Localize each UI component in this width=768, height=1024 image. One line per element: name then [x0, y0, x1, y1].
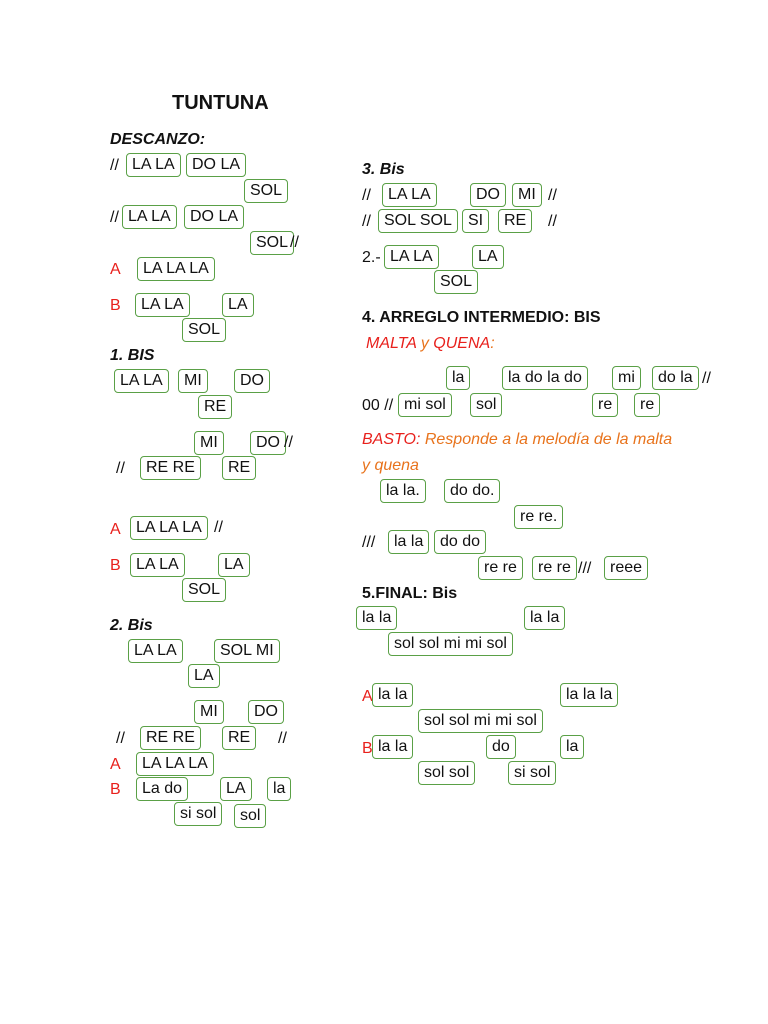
repeat-mark: //: [116, 730, 125, 747]
repeat-mark: //: [278, 730, 287, 747]
note-box: RE: [198, 395, 232, 419]
repeat-mark: ///: [578, 560, 592, 577]
part-a-mark: A: [110, 756, 121, 773]
part-a-mark: A: [110, 521, 121, 538]
note-box: do: [486, 735, 516, 759]
basto-description: Responde a la melodía de la malta: [424, 431, 673, 448]
note-box: LA LA: [135, 293, 190, 317]
page-title: TUNTUNA: [172, 92, 269, 114]
note-box: re re.: [514, 505, 563, 529]
note-box: la la la: [560, 683, 618, 707]
note-box: DO LA: [184, 205, 244, 229]
note-box: la do la do: [502, 366, 588, 390]
note-box: la la: [372, 683, 413, 707]
note-box: LA LA: [126, 153, 181, 177]
note-box: mi: [612, 366, 641, 390]
note-box: SOL SOL: [378, 209, 458, 233]
note-box: SOL: [434, 270, 478, 294]
note-box: la la: [356, 606, 397, 630]
note-box: LA LA LA: [130, 516, 208, 540]
repeat-mark: //: [110, 209, 119, 226]
note-box: DO: [248, 700, 284, 724]
note-box: re: [592, 393, 618, 417]
repeat-mark: //: [116, 460, 125, 477]
section-bis1-heading: 1. BIS: [110, 347, 155, 364]
note-box: La do: [136, 777, 188, 801]
note-box: LA LA: [114, 369, 169, 393]
note-box: sol: [470, 393, 502, 417]
note-box: RE: [222, 726, 256, 750]
note-box: sol sol mi mi sol: [388, 632, 513, 656]
repeat-mark: //: [110, 157, 119, 174]
part-b-mark: B: [362, 740, 373, 757]
note-box: la: [446, 366, 470, 390]
repeat-mark: //: [702, 370, 711, 387]
colon-label: :: [490, 335, 495, 352]
section-label: 2.-: [362, 249, 381, 266]
y-label: y: [420, 335, 429, 352]
note-box: la: [267, 777, 291, 801]
note-box: MI: [194, 700, 224, 724]
note-box: DO LA: [186, 153, 246, 177]
note-box: RE RE: [140, 726, 201, 750]
repeat-mark: //: [548, 187, 557, 204]
note-box: MI: [178, 369, 208, 393]
note-box: DO: [234, 369, 270, 393]
malta-label: MALTA: [366, 335, 417, 352]
note-box: LA: [222, 293, 254, 317]
part-a-mark: A: [110, 261, 121, 278]
note-box: SOL: [182, 318, 226, 342]
note-box: LA LA: [130, 553, 185, 577]
repeat-mark: //: [290, 234, 299, 251]
repeat-mark: ///: [362, 534, 376, 551]
note-box: la: [560, 735, 584, 759]
note-box: LA LA LA: [136, 752, 214, 776]
note-box: LA LA LA: [137, 257, 215, 281]
part-a-mark: A: [362, 688, 373, 705]
note-box: do do: [434, 530, 486, 554]
part-b-mark: B: [110, 557, 121, 574]
repeat-mark: //: [362, 213, 371, 230]
note-box: do do.: [444, 479, 500, 503]
note-box: DO: [470, 183, 506, 207]
note-box: la la: [388, 530, 429, 554]
repeat-mark: //: [214, 519, 223, 536]
note-box: SOL: [250, 231, 294, 255]
quena-label: QUENA: [433, 335, 491, 352]
note-box: LA: [188, 664, 220, 688]
section-final-heading: 5.FINAL: Bis: [362, 585, 458, 602]
note-box: la la: [372, 735, 413, 759]
section-bis3-heading: 3. Bis: [362, 161, 405, 178]
note-box: RE: [222, 456, 256, 480]
note-box: SOL MI: [214, 639, 280, 663]
part-b-mark: B: [110, 297, 121, 314]
section-bis2-heading: 2. Bis: [110, 617, 153, 634]
note-box: LA LA: [122, 205, 177, 229]
instrument-line: [366, 334, 495, 354]
note-box: RE: [498, 209, 532, 233]
repeat-mark: //: [284, 434, 293, 451]
repeat-mark: //: [548, 213, 557, 230]
note-box: LA: [472, 245, 504, 269]
note-box: LA: [220, 777, 252, 801]
note-box: LA LA: [384, 245, 439, 269]
note-box: LA: [218, 553, 250, 577]
note-box: la la.: [380, 479, 426, 503]
note-box: LA LA: [128, 639, 183, 663]
basto-line: [362, 430, 672, 450]
note-box: MI: [512, 183, 542, 207]
note-box: mi sol: [398, 393, 452, 417]
note-box: SOL: [182, 578, 226, 602]
note-box: sol sol mi mi sol: [418, 709, 543, 733]
note-box: re: [634, 393, 660, 417]
note-box: MI: [194, 431, 224, 455]
zero-mark: 00 //: [362, 397, 394, 414]
part-b-mark: B: [110, 781, 121, 798]
note-box: SOL: [244, 179, 288, 203]
note-box: SI: [462, 209, 489, 233]
basto-label: BASTO:: [362, 431, 421, 448]
note-box: RE RE: [140, 456, 201, 480]
note-box: re re: [532, 556, 577, 580]
note-box: DO: [250, 431, 286, 455]
note-box: si sol: [174, 802, 222, 826]
note-box: re re: [478, 556, 523, 580]
note-box: reee: [604, 556, 648, 580]
repeat-mark: //: [362, 187, 371, 204]
note-box: si sol: [508, 761, 556, 785]
note-box: sol: [234, 804, 266, 828]
note-box: LA LA: [382, 183, 437, 207]
note-box: sol sol: [418, 761, 475, 785]
section-arreglo-heading: 4. ARREGLO INTERMEDIO: BIS: [362, 309, 601, 326]
note-box: do la: [652, 366, 699, 390]
basto-description-cont: y quena: [362, 457, 419, 474]
note-box: la la: [524, 606, 565, 630]
section-descanzo-heading: DESCANZO:: [110, 131, 206, 148]
